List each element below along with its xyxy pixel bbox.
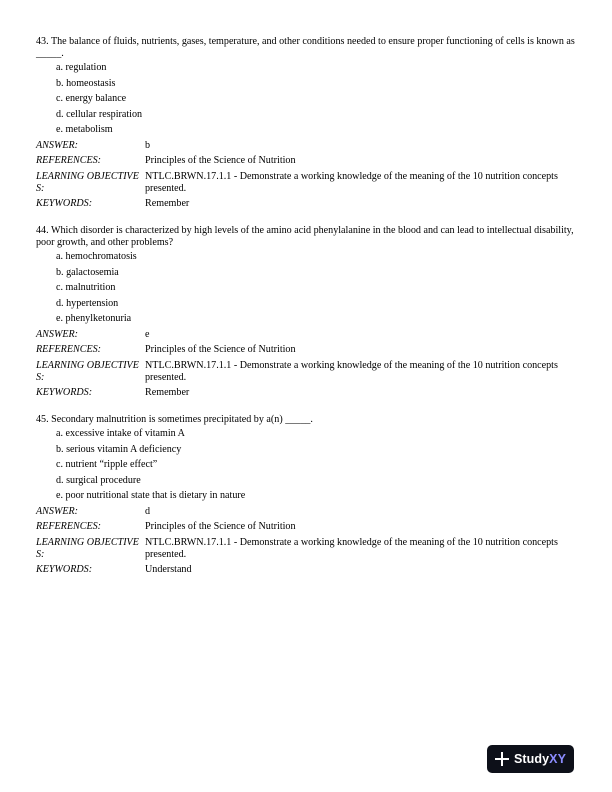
question-44 bbox=[36, 225, 576, 401]
objectives-label: LEARNING OBJECTIVES: bbox=[36, 359, 139, 383]
question-stem: 43. The balance of fluids, nutrients, gases, temperature, and other conditions needed to ensure proper functioning of cells is known as _____. bbox=[36, 36, 575, 59]
references-label: REFERENCES: bbox=[36, 344, 102, 356]
option-c: c. energy balance bbox=[56, 93, 127, 105]
option-e: e. phenylketonuria bbox=[56, 313, 132, 325]
references-label: REFERENCES: bbox=[36, 155, 102, 167]
answer-label: ANSWER: bbox=[36, 139, 79, 151]
wordmark-study: Study bbox=[513, 752, 550, 766]
option-d: d. surgical procedure bbox=[56, 474, 141, 486]
objectives-value: NTLC.BRWN.17.1.1 - Demonstrate a working knowledge of the meaning of the 10 nutrition concepts presented. bbox=[145, 359, 558, 383]
answer-label: ANSWER: bbox=[36, 505, 79, 517]
option-d: d. cellular respiration bbox=[56, 108, 143, 120]
option-b: b. homeostasis bbox=[56, 77, 116, 89]
keywords-value: Understand bbox=[145, 564, 192, 576]
keywords-value: Remember bbox=[145, 387, 190, 399]
objectives-label: LEARNING OBJECTIVES: bbox=[36, 170, 139, 194]
references-value: Principles of the Science of Nutrition bbox=[145, 521, 296, 533]
references-value: Principles of the Science of Nutrition bbox=[145, 155, 296, 167]
option-c: c. malnutrition bbox=[56, 282, 116, 294]
option-e: e. metabolism bbox=[56, 124, 113, 136]
answer-value: d bbox=[145, 505, 151, 517]
keywords-label: KEYWORDS: bbox=[36, 387, 93, 399]
question-metadata bbox=[36, 504, 576, 578]
question-45 bbox=[36, 414, 576, 578]
answer-options bbox=[36, 426, 576, 504]
option-a: a. hemochromatosis bbox=[56, 250, 137, 262]
answer-value: b bbox=[145, 139, 151, 151]
question-stem: 45. Secondary malnutrition is sometimes precipitated by a(n) _____. bbox=[36, 413, 313, 425]
answer-options bbox=[36, 249, 576, 327]
question-stem: 44. Which disorder is characterized by high levels of the amino acid phenylalanine in the blood and can lead to intellectual disability, poor growth, and other problems? bbox=[36, 224, 574, 248]
option-a: a. regulation bbox=[56, 62, 107, 73]
option-d: d. hypertension bbox=[56, 297, 119, 309]
question-metadata bbox=[36, 138, 576, 212]
document-page bbox=[36, 36, 576, 578]
objectives-label: LEARNING OBJECTIVES: bbox=[36, 536, 139, 560]
question-metadata bbox=[36, 327, 576, 401]
question-43 bbox=[36, 36, 576, 212]
objectives-value: NTLC.BRWN.17.1.1 - Demonstrate a working knowledge of the meaning of the 10 nutrition concepts presented. bbox=[145, 170, 558, 194]
objectives-value: NTLC.BRWN.17.1.1 - Demonstrate a working knowledge of the meaning of the 10 nutrition concepts presented. bbox=[145, 536, 558, 560]
studyxy-logo-button[interactable] bbox=[487, 745, 574, 773]
option-b: b. serious vitamin A deficiency bbox=[56, 443, 182, 455]
references-value: Principles of the Science of Nutrition bbox=[145, 344, 296, 356]
plus-icon bbox=[495, 752, 509, 766]
answer-value: e bbox=[145, 328, 150, 340]
studyxy-wordmark bbox=[514, 752, 566, 766]
answer-options bbox=[36, 60, 576, 138]
option-a: a. excessive intake of vitamin A bbox=[56, 427, 185, 439]
answer-label: ANSWER: bbox=[36, 328, 79, 340]
references-label: REFERENCES: bbox=[36, 521, 102, 533]
keywords-label: KEYWORDS: bbox=[36, 198, 93, 210]
wordmark-xy: XY bbox=[549, 752, 567, 766]
keywords-label: KEYWORDS: bbox=[36, 564, 93, 576]
option-e: e. poor nutritional state that is dietary in nature bbox=[56, 490, 246, 502]
option-c: c. nutrient “ripple effect” bbox=[56, 459, 158, 471]
keywords-value: Remember bbox=[145, 198, 190, 210]
option-b: b. galactosemia bbox=[56, 266, 119, 278]
